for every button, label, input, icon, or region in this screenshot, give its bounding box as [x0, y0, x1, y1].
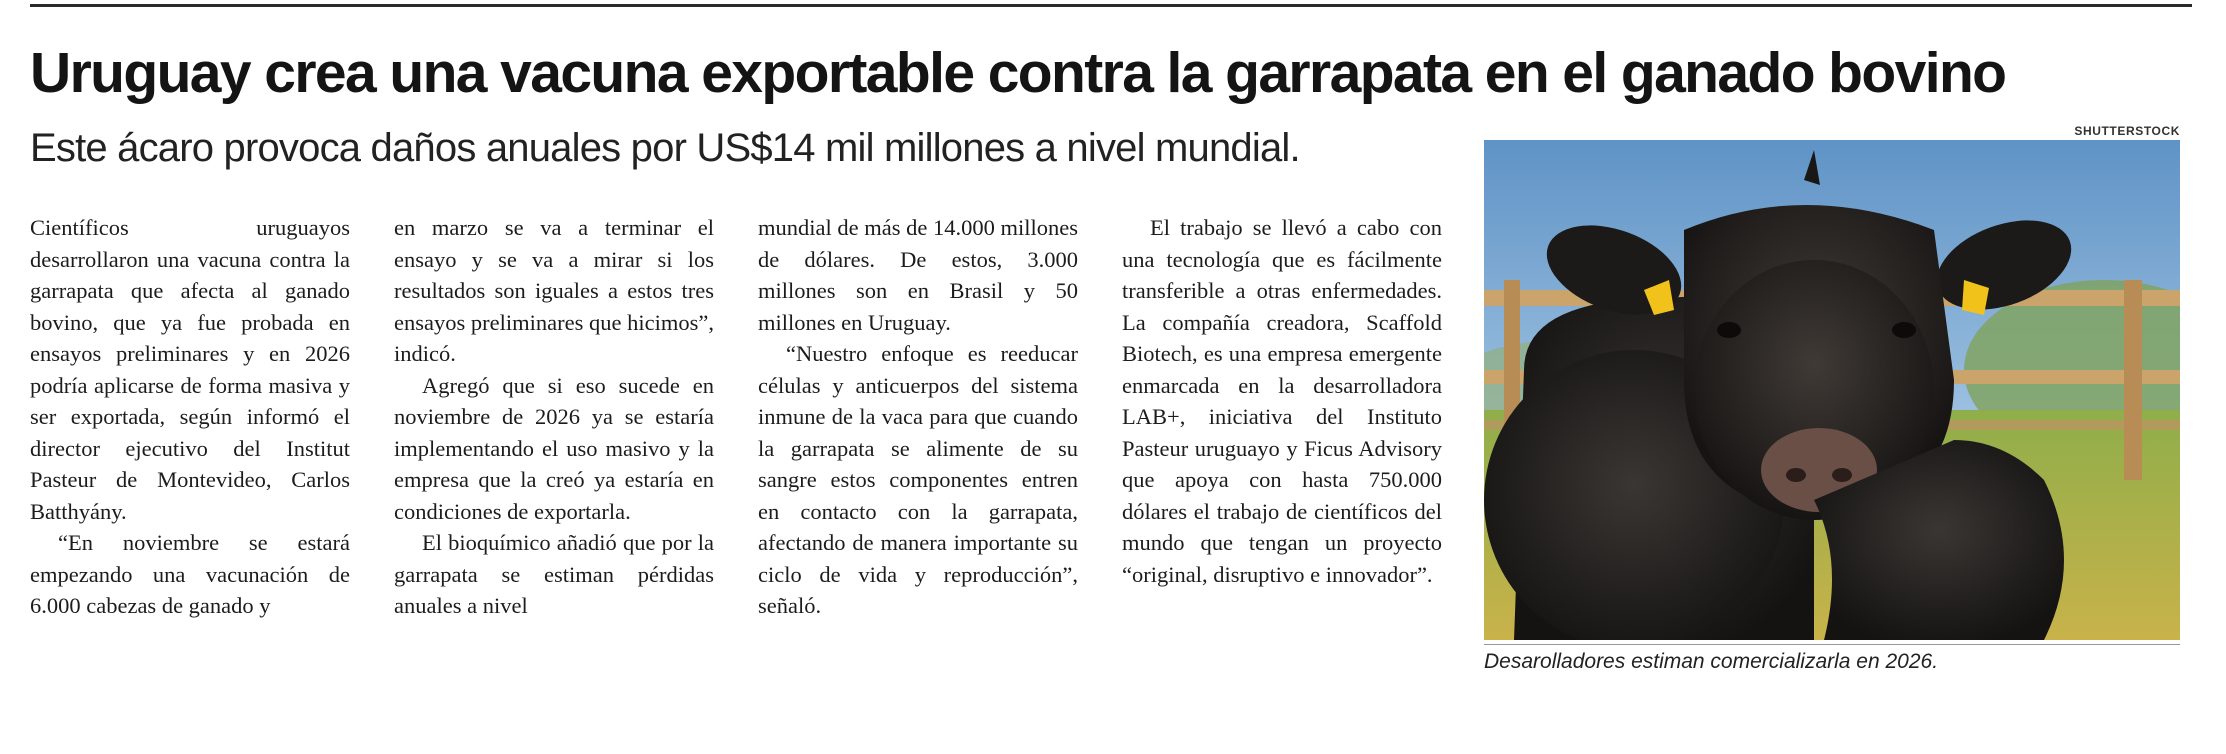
paragraph: en marzo se va a terminar el ensayo y se va a mirar si los resultados son iguales a estos tres ensayos preliminares que hicimos”, indicó.: [394, 215, 714, 366]
paragraph: Científicos uruguayos desarrollaron una vacuna contra la garrapata que afecta al ganado bovino, que ya fue probada en ensayos preliminares y en 2026 podría aplicarse de forma masiva y ser exportada, según informó el director ejecutivo del Institut Pasteur de Montevideo, Carlos Batthyány.: [30, 215, 350, 524]
photo-credit: SHUTTERSTOCK: [2074, 124, 2180, 138]
paragraph: El bioquímico añadió que por la garrapata se estiman pérdidas anuales a nivel: [394, 530, 714, 618]
caption-divider: [1484, 644, 2180, 645]
paragraph: “En noviembre se estará empezando una vacunación de 6.000 cabezas de ganado y: [30, 530, 350, 618]
text-column-2: [394, 212, 714, 622]
subheadline: Este ácaro provoca daños anuales por US$14 mil millones a nivel mundial.: [30, 126, 1300, 170]
photo-caption: Desarolladores estiman comercializarla en 2026.: [1484, 650, 1939, 673]
paragraph: mundial de más de 14.000 millones de dólares. De estos, 3.000 millones son en Brasil y 50 millones en Uruguay.: [758, 215, 1078, 335]
paragraph: Agregó que si eso sucede en noviembre de 2026 ya se estaría implementando el uso masivo y la empresa que la creó ya estaría en condiciones de exportarla.: [394, 372, 714, 524]
paragraph: El trabajo se llevó a cabo con una tecnología que es fácilmente transferible a otras enfermedades. La compañía creadora, Scaffold Biotech, es una empresa emergente enmarcada en la desarrolladora LAB+, iniciativa del Instituto Pasteur uruguayo y Ficus Advisory que apoya con hasta 750.000 dólares el trabajo de científicos del mundo que tengan un proyecto “original, disruptivo e innovador”.: [1122, 215, 1442, 587]
text-column-4: [1122, 212, 1442, 590]
paragraph: “Nuestro enfoque es reeducar células y anticuerpos del sistema inmune de la vaca para que cuando la garrapata se alimente de su sangre estos componentes entren en contacto con la garrapata, afectando de manera importante su ciclo de vida y reproducción”, señaló.: [758, 341, 1078, 618]
text-column-1: [30, 212, 350, 622]
top-rule: [30, 4, 2192, 7]
text-column-3: [758, 212, 1078, 622]
headline: Uruguay crea una vacuna exportable contra la garrapata en el ganado bovino: [30, 41, 2006, 105]
cow-photo: [1484, 140, 2180, 640]
